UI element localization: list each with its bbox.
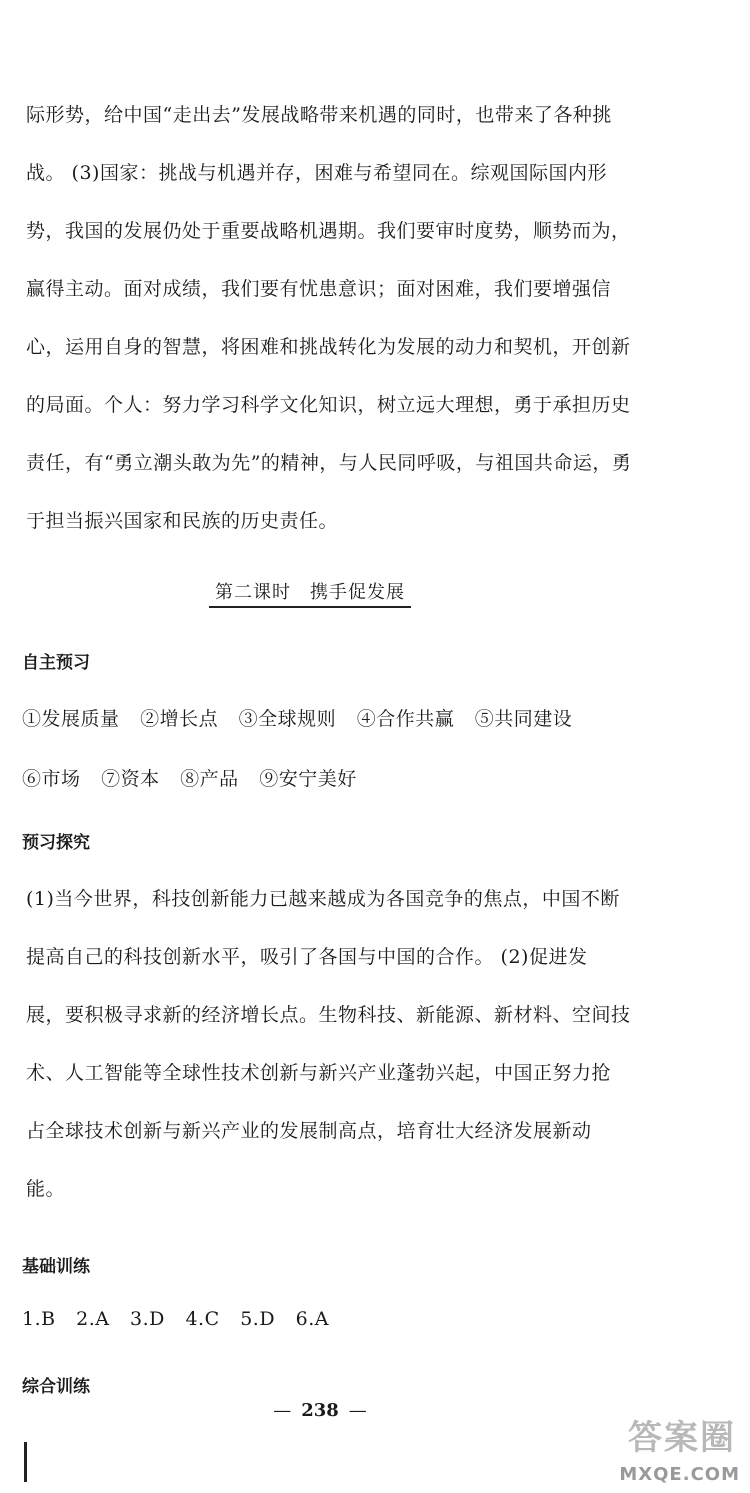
answer-item: ⑧产品	[180, 768, 239, 790]
watermark-site: MXQE.COM	[619, 1464, 740, 1485]
section-title-text: 第二课时 携手促发展	[209, 578, 411, 608]
basic-training-answers	[22, 1308, 329, 1330]
paragraph-line: 势，我国的发展仍处于重要战略机遇期。我们要审时度势，顺势而为，	[26, 220, 631, 242]
preview-explore-paragraph	[26, 870, 631, 1218]
paragraph-line: 术、人工智能等全球性技术创新与新兴产业蓬勃兴起，中国正努力抢	[26, 1062, 612, 1084]
answer-item: 1.B	[22, 1308, 56, 1330]
paragraph-line: 能。	[26, 1178, 66, 1200]
paragraph-line: 的局面。个人：努力学习科学文化知识，树立远大理想，勇于承担历史	[26, 394, 631, 416]
answer-item: ③全球规则	[238, 708, 337, 730]
heading-comprehensive-training: 综合训练	[22, 1377, 90, 1397]
paragraph-line: 展，要积极寻求新的经济增长点。生物科技、新能源、新材料、空间技	[26, 1004, 631, 1026]
page-number-dash-left: —	[273, 1400, 292, 1421]
heading-self-preview: 自主预习	[22, 653, 90, 673]
paragraph-line: 于担当振兴国家和民族的历史责任。	[26, 510, 339, 532]
paragraph-line: 赢得主动。面对成绩，我们要有忧患意识；面对困难，我们要增强信	[26, 278, 612, 300]
top-paragraph	[26, 86, 632, 550]
paragraph-line: 占全球技术创新与新兴产业的发展制高点，培育壮大经济发展新动	[26, 1120, 592, 1142]
margin-mark	[24, 1442, 27, 1482]
answer-item: ④合作共赢	[356, 708, 455, 730]
page-number-dash-right: —	[348, 1400, 367, 1421]
section-title	[0, 578, 620, 608]
answer-item: ⑨安宁美好	[259, 768, 357, 790]
paragraph-line: 责任，有“勇立潮头敢为先”的精神，与人民同呼吸，与祖国共命运，勇	[26, 452, 632, 474]
answer-item: ①发展质量	[22, 708, 120, 730]
answer-item: ⑤共同建设	[474, 708, 573, 730]
heading-preview-explore: 预习探究	[22, 833, 90, 853]
answer-item: ⑦资本	[101, 768, 160, 790]
answer-item: ⑥市场	[22, 768, 81, 790]
self-preview-row-2	[22, 764, 357, 791]
paragraph-line: 际形势，给中国“走出去”发展战略带来机遇的同时，也带来了各种挑	[26, 104, 612, 126]
paragraph-line: 心，运用自身的智慧，将困难和挑战转化为发展的动力和契机，开创新	[26, 336, 631, 358]
answer-item: 4.C	[185, 1308, 220, 1330]
paragraph-line: 提高自己的科技创新水平，吸引了各国与中国的合作。 (2)促进发	[26, 946, 588, 968]
page-number	[0, 1400, 640, 1421]
paragraph-line: 战。 (3)国家：挑战与机遇并存，困难与希望同在。综观国际国内形	[26, 162, 607, 184]
answer-item: 2.A	[76, 1308, 110, 1330]
answer-item: 5.D	[240, 1308, 276, 1330]
paragraph-line: (1)当今世界，科技创新能力已越来越成为各国竞争的焦点，中国不断	[26, 888, 620, 910]
watermark-logo-icon: 答案圈	[628, 1418, 736, 1458]
answer-item: 6.A	[295, 1308, 329, 1330]
answer-item: 3.D	[130, 1308, 165, 1330]
heading-basic-training: 基础训练	[22, 1257, 90, 1277]
self-preview-row-1	[22, 704, 572, 731]
page-number-value: 238	[301, 1400, 339, 1421]
answer-item: ②增长点	[140, 708, 219, 730]
